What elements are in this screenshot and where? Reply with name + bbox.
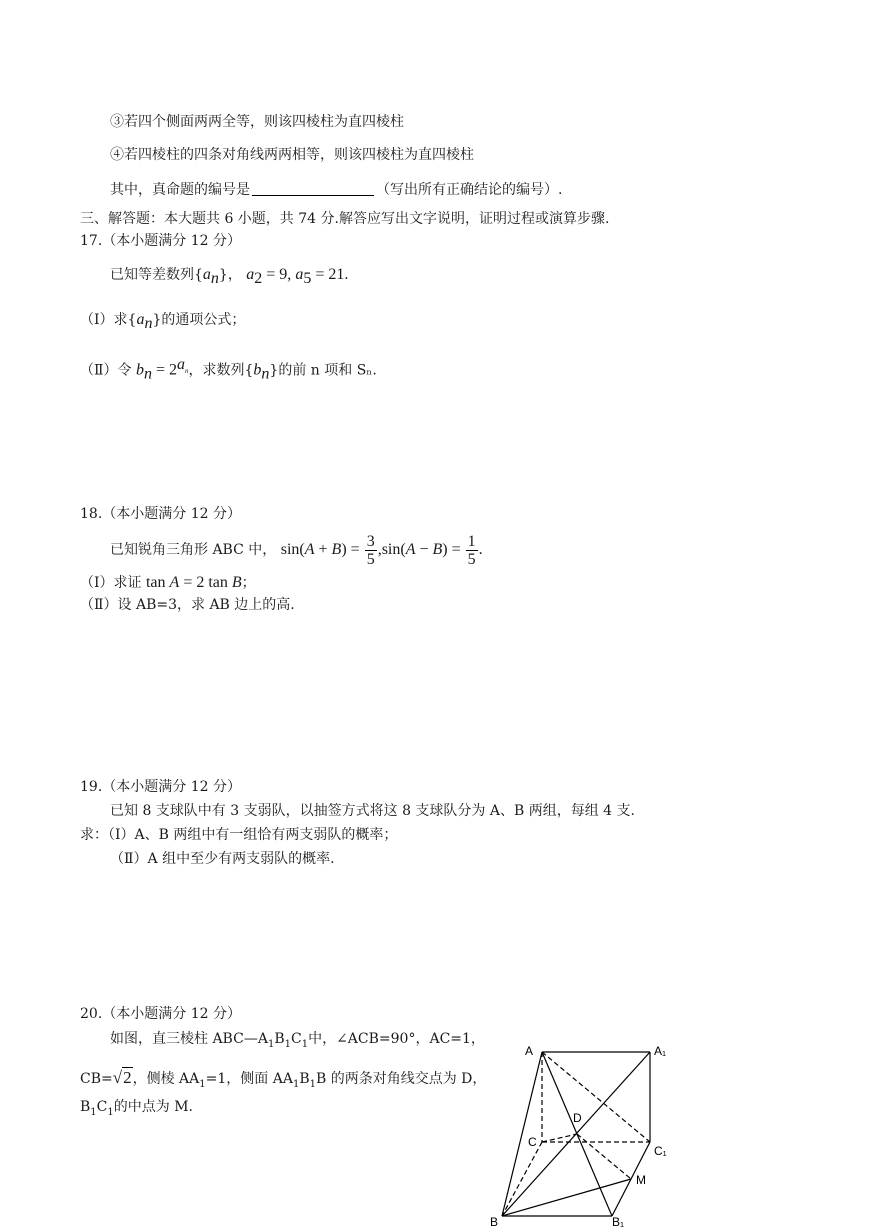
edge-AB [502,1052,542,1216]
q17-header: 17.（本小题满分 12 分） [80,233,241,249]
label-D: D [573,1111,582,1125]
edge-BM [502,1179,631,1216]
q18-intro-line: 已知锐角三角形 ABC 中， sin(A + B) = $\frac{3}{5}$ ,sin(A − B) = $\frac{1}{5}$ . [110,532,483,568]
q20-header: 20.（本小题满分 12 分） [80,1006,241,1022]
label-C: C [528,1135,537,1149]
prism-figure [480,1030,680,1228]
answer-suffix: （写出所有正确结论的编号）. [376,182,563,198]
label-B: B [490,1215,499,1228]
edge-AC1 [542,1052,650,1142]
q17-part1: （Ⅰ）求$\{a_n\}$的通项公式； [80,311,246,332]
label-B1: B₁ [612,1215,625,1228]
q19-part2: （Ⅱ）A 组中至少有两支弱队的概率. [110,851,335,867]
section-3-heading: 三、解答题：本大题共 6 小题，共 74 分.解答应写出文字说明，证明过程或演算步骤. [80,211,610,227]
label-A1: A₁ [654,1044,667,1058]
edge-DM [577,1134,631,1179]
label-A: A [525,1044,534,1058]
q18-header: 18.（本小题满分 12 分） [80,506,241,522]
q20-line2-c: =1，侧面 AA [205,1071,293,1087]
answer-prefix: 其中，真命题的编号是 [110,182,250,198]
q20-line3: $B_1C_1$的中点为 M. [80,1099,194,1118]
q20-line1-b: 中，∠ACB=90°，AC=1， [308,1031,485,1047]
q20-line2: CB=√2，侧棱 $AA_1=1$，侧面 $AA_1B_1B$ 的两条对角线交点为 D， [80,1068,487,1090]
q17-part2-prefix: （Ⅱ）令 [80,362,132,379]
q20-line1-a: 如图，直三棱柱 ABC—A [110,1031,268,1047]
q20-line2-d: B 的两条对角线交点为 D， [315,1071,487,1087]
q17-part2-mid: ，求数列 [188,362,245,379]
q18-intro: 已知锐角三角形 ABC 中， [110,542,277,558]
q20-line3-text: 的中点为 M. [113,1099,194,1115]
q17-part2-suffix: 的前 n 项和 Sₙ. [278,362,377,379]
q18-part1-suffix: ； [241,575,256,591]
q19-part1: 求：（Ⅰ）A、B 两组中有一组恰有两支弱队的概率； [80,827,398,843]
q17-part1-suffix: 的通项公式； [161,312,246,328]
q20-line2-a: CB= [80,1071,113,1087]
item-3: ③若四个侧面两两全等，则该四棱柱为直四棱柱 [110,114,404,130]
q20-line2-b: ，侧棱 AA [132,1071,200,1087]
answer-line [110,181,562,199]
label-C1: C₁ [654,1144,667,1158]
q17-part1-prefix: （Ⅰ）求 [80,312,128,328]
q17-intro-line: 已知等差数列$\{a_n\}$， $a_2 = 9$, $a_5 = 21$. [110,266,349,287]
q18-part1-prefix: （Ⅰ）求证 [80,575,142,591]
label-M: M [636,1173,646,1187]
q19-header: 19.（本小题满分 12 分） [80,779,241,795]
q19-intro: 已知 8 支球队中有 3 支弱队，以抽签方式将这 8 支球队分为 A、B 两组，每组 4 支. [110,803,635,819]
q20-line1: 如图，直三棱柱 $ABC—A_1B_1C_1$中，∠ACB=90°，AC=1， [110,1031,485,1050]
q17-part2: （Ⅱ）令 $b_n = 2^{a_n}$，求数列$\{b_n\}$的前 n 项和 Sₙ. [80,356,377,383]
answer-blank [252,181,374,196]
q17-intro: 已知等差数列 [110,267,194,283]
q18-part2: （Ⅱ）设 AB=3，求 AB 边上的高. [80,597,295,613]
q18-part1: （Ⅰ）求证 tan A = 2 tan B； [80,574,256,591]
item-4: ④若四棱柱的四条对角线两两相等，则该四棱柱为直四棱柱 [110,147,474,163]
